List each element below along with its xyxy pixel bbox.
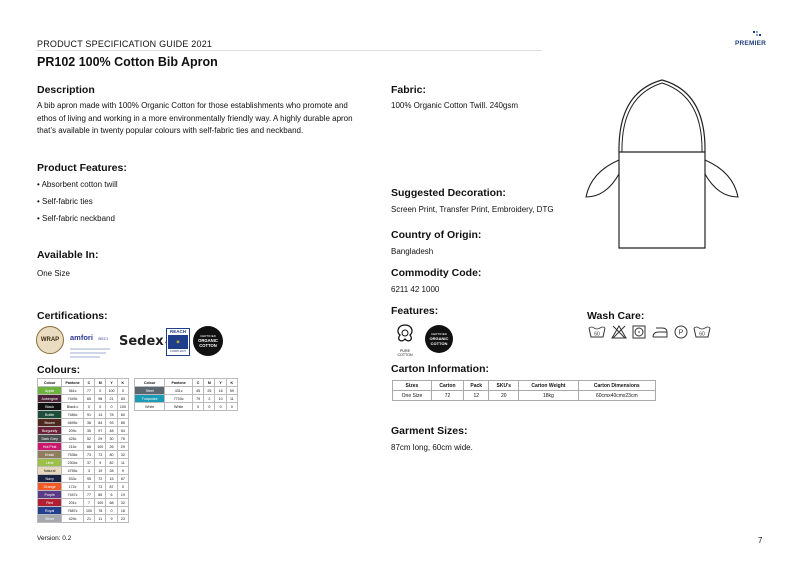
brand-name: PREMIER (735, 40, 767, 47)
colours-heading: Colours: (37, 364, 81, 376)
colour-swatch-name: Burgundy (38, 427, 62, 435)
colour-swatch-name: Black (38, 403, 62, 411)
colour-cell: 0 (106, 403, 117, 411)
garment-sizes-value: 87cm long, 60cm wide. (391, 443, 473, 452)
features-heading: Features: (391, 305, 439, 317)
fabric-heading: Fabric: (391, 84, 427, 96)
cotton-flower-icon (392, 322, 418, 344)
colour-cell: 45 (192, 387, 203, 395)
amfori-logo-text: amfori (70, 333, 93, 342)
wrap-logo (36, 326, 64, 354)
colour-table-header: Colour (38, 379, 62, 387)
dry-clean-letter: P (678, 329, 684, 337)
product-features-heading: Product Features: (37, 162, 127, 174)
colour-row (38, 403, 129, 411)
colour-cell: 361c (62, 387, 84, 395)
commodity-heading: Commodity Code: (391, 267, 482, 279)
colour-cell: 0 (226, 403, 237, 411)
colour-cell: 6 (106, 491, 117, 499)
organic-logo-line3: COTTON (199, 343, 217, 348)
certifications-heading: Certifications: (37, 310, 108, 322)
colour-cell: 93 (106, 419, 117, 427)
colour-swatch-name: Khaki (38, 451, 62, 459)
carton-header-cell: Carton (431, 381, 463, 391)
colour-cell: 0 (83, 483, 94, 491)
colour-cell: 2304c (62, 459, 84, 467)
organic-logo-line1: CERTIFIED (200, 334, 216, 338)
page-number: 7 (758, 536, 763, 545)
version-label: Version: 0.2 (37, 535, 72, 542)
colour-cell: 0 (204, 403, 215, 411)
description-text: A bib apron made with 100% Organic Cotton for those establishments who promote and ethos of living and working in a more environmentally friendly way. A highly durable apron that’s available in twenty popular colours with self-fabric ties and neckband. (37, 101, 353, 135)
colour-cell: 60 (117, 411, 128, 419)
decoration-heading: Suggested Decoration: (391, 187, 506, 199)
carton-cell: 60cmx40cmx23cm (578, 391, 655, 401)
colour-cell: 9 (106, 515, 117, 523)
colour-swatch-name: Orange (38, 483, 62, 491)
colour-cell: 78 (95, 507, 106, 515)
colour-cell: 82 (106, 459, 117, 467)
colour-table-header: M (204, 379, 215, 387)
colour-table-header: Pantone (165, 379, 193, 387)
colour-cell: 2 (204, 395, 215, 403)
available-heading: Available In: (37, 249, 99, 261)
sedex-logo-text: Sedex (119, 334, 164, 349)
colour-cell: 83 (117, 395, 128, 403)
reach-logo: REACH ✶ COMPLIANT (166, 328, 190, 356)
colour-row (135, 387, 238, 395)
wash-60-icon (693, 325, 711, 339)
colour-swatch-name: Apple (38, 387, 62, 395)
colour-table-header: K (226, 379, 237, 387)
colour-cell: 7484c (62, 411, 84, 419)
colour-row (38, 451, 129, 459)
colour-cell: 172c (62, 483, 84, 491)
feature-item: • Self-fabric ties (37, 197, 93, 206)
colour-cell: 15 (106, 475, 117, 483)
colour-cell: 97 (95, 427, 106, 435)
colour-cell: 21 (106, 395, 117, 403)
amfori-logo-sub: BSCI (98, 336, 108, 341)
colour-cell: 84 (95, 419, 106, 427)
pure-cotton-icon (392, 322, 418, 356)
colour-row (38, 491, 129, 499)
colour-row (38, 419, 129, 427)
sedex-logo (119, 332, 171, 350)
carton-header-cell: Sizes (393, 381, 432, 391)
organic-cotton-feature-icon (425, 325, 453, 353)
colour-cell: 59 (226, 387, 237, 395)
colour-cell: 29 (117, 443, 128, 451)
origin-value: Bangladesh (391, 247, 434, 256)
colour-cell: 67 (117, 475, 128, 483)
colour-cell: 7687c (62, 507, 84, 515)
colour-row (38, 395, 129, 403)
carton-cell: 12 (464, 391, 489, 401)
colour-cell: 425c (62, 435, 84, 443)
colour-cell: 21 (83, 515, 94, 523)
colour-cell: 0 (106, 507, 117, 515)
colour-cell: White (165, 403, 193, 411)
colour-swatch-name: Dark Grey (38, 435, 62, 443)
colour-swatch-name: White (135, 403, 165, 411)
colour-row (38, 483, 129, 491)
colour-cell: 429c (62, 515, 84, 523)
brand-logo (733, 31, 773, 51)
pure-cotton-line1: PURE (400, 349, 410, 353)
colour-cell: 0 (95, 387, 106, 395)
colour-table-header: C (83, 379, 94, 387)
carton-cell: 72 (431, 391, 463, 401)
reach-logo-text: REACH (169, 329, 186, 334)
colour-row (38, 443, 129, 451)
colour-cell: 72 (95, 475, 106, 483)
colour-cell: 65 (83, 395, 94, 403)
colour-cell: 73 (95, 451, 106, 459)
wrap-logo-text: WRAP (40, 337, 60, 343)
colour-cell: 100 (95, 443, 106, 451)
iron-icon (651, 325, 669, 339)
colour-cell: 7449c (62, 395, 84, 403)
commodity-value: 6211 42 1000 (391, 285, 440, 294)
colour-cell: 0 (192, 403, 203, 411)
colour-cell: 100 (95, 499, 106, 507)
colour-row (38, 515, 129, 523)
colour-cell: 87 (106, 483, 117, 491)
colour-cell: 4695c (62, 419, 84, 427)
colour-cell: 100 (83, 507, 94, 515)
colour-cell: 3 (83, 467, 94, 475)
colour-swatch-name: Aubergine (38, 395, 62, 403)
colour-cell: 79 (192, 395, 203, 403)
colour-row (38, 467, 129, 475)
colour-cell: 0 (95, 403, 106, 411)
colour-cell: 18 (117, 507, 128, 515)
organic-feature-line1: CERTIFIED (431, 332, 447, 336)
colour-cell: 215c (62, 443, 84, 451)
organic-feature-line3: COTTON (430, 341, 448, 346)
colour-cell: 209c (62, 427, 84, 435)
colour-row (38, 459, 129, 467)
colour-swatch-name: Purple (38, 491, 62, 499)
colour-swatch-name: Red (38, 499, 62, 507)
colour-cell: 4755c (62, 467, 84, 475)
colour-cell: 35 (83, 427, 94, 435)
colour-cell: 7536c (62, 451, 84, 459)
colour-cell: 48 (106, 427, 117, 435)
colour-cell: 77 (83, 491, 94, 499)
colour-cell: 10 (215, 395, 226, 403)
wash-care-heading: Wash Care: (587, 310, 645, 322)
colour-cell: 19 (95, 467, 106, 475)
colour-cell: 100 (117, 403, 128, 411)
colour-cell: 100 (106, 387, 117, 395)
tumble-dry-icon (632, 325, 646, 339)
fabric-value: 100% Organic Cotton Twill. 240gsm (391, 101, 519, 110)
wash-care-icons (588, 324, 723, 340)
amfori-logo (70, 327, 116, 353)
colour-cell: 0 (117, 387, 128, 395)
colour-cell: 0 (117, 483, 128, 491)
wash-temp: 60 (699, 331, 705, 338)
colour-cell: 52 (83, 435, 94, 443)
colour-row (38, 427, 129, 435)
colour-cell: 11 (117, 459, 128, 467)
colour-swatch-name: Turquoise (135, 395, 165, 403)
decoration-value: Screen Print, Transfer Print, Embroidery, DTG (391, 205, 554, 214)
colour-cell: 11 (226, 395, 237, 403)
colour-swatch-name: Navy (38, 475, 62, 483)
colour-table-header: Colour (135, 379, 165, 387)
colour-cell: 29 (95, 435, 106, 443)
header-divider (37, 50, 542, 51)
colour-cell: 78 (106, 411, 117, 419)
colour-cell: 37 (83, 459, 94, 467)
garment-sizes-heading: Garment Sizes: (391, 425, 468, 437)
colour-row (135, 395, 238, 403)
colour-cell: 91 (83, 411, 94, 419)
organic-cotton-logo (193, 326, 223, 356)
colour-cell: 32 (117, 499, 128, 507)
wash-60-icon (588, 325, 606, 339)
feature-item: • Self-fabric neckband (37, 214, 115, 223)
colour-cell: 66 (83, 443, 94, 451)
colour-row (38, 387, 129, 395)
colour-cell: 201c (62, 499, 84, 507)
colour-cell: 7703c (165, 395, 193, 403)
description-heading: Description (37, 84, 95, 96)
colour-cell: 0 (83, 403, 94, 411)
colours-table-1 (37, 378, 129, 523)
colour-cell: 16 (215, 387, 226, 395)
wash-temp: 60 (594, 331, 600, 338)
apron-illustration (576, 72, 746, 252)
colour-cell: 30 (106, 435, 117, 443)
colour-cell: Black c (62, 403, 84, 411)
colours-table-2 (134, 378, 238, 411)
carton-heading: Carton Information: (391, 363, 489, 375)
colour-swatch-name: Lime (38, 459, 62, 467)
colour-cell: 25 (204, 387, 215, 395)
organic-feature-line2: ORGANIC (429, 336, 449, 341)
colour-cell: 9 (117, 467, 128, 475)
colour-swatch-name: Steel (135, 387, 165, 395)
colour-cell: 36 (83, 419, 94, 427)
colour-cell: 14 (95, 411, 106, 419)
colour-cell: 54 (117, 427, 128, 435)
colour-cell: 26 (106, 443, 117, 451)
colour-cell: 32 (117, 451, 128, 459)
colour-swatch-name: Royal (38, 507, 62, 515)
colour-cell: 98 (95, 395, 106, 403)
colour-table-header: Y (106, 379, 117, 387)
carton-header-cell: Carton Dimensions (578, 381, 655, 391)
colour-swatch-name: Hot Pink (38, 443, 62, 451)
colour-cell: 28 (106, 467, 117, 475)
colour-row (38, 499, 129, 507)
dry-clean-p-icon (674, 325, 688, 339)
no-bleach-icon (611, 325, 627, 339)
colour-cell: 23 (117, 515, 128, 523)
colour-cell: 7 (83, 499, 94, 507)
colour-cell: 533c (62, 475, 84, 483)
colour-table-header: K (117, 379, 128, 387)
colour-cell: 77 (83, 387, 94, 395)
colour-swatch-name: Natural (38, 467, 62, 475)
colour-cell: 85 (117, 419, 128, 427)
carton-header-cell: Pack (464, 381, 489, 391)
reach-logo-sub: COMPLIANT (169, 349, 187, 353)
colour-cell: 7447c (62, 491, 84, 499)
colour-cell: 19 (117, 491, 128, 499)
colour-row (135, 403, 238, 411)
colour-table-header: Pantone (62, 379, 84, 387)
colour-cell: 0 (215, 403, 226, 411)
guide-title: PRODUCT SPECIFICATION GUIDE 2021 (37, 39, 213, 49)
colour-cell: 85 (95, 491, 106, 499)
carton-header-cell: SKU's (489, 381, 519, 391)
colour-cell: 9 (95, 459, 106, 467)
carton-header-cell: Carton Weight (519, 381, 578, 391)
colour-cell: 73 (83, 451, 94, 459)
carton-cell: 18kg (519, 391, 578, 401)
carton-cell: 20 (489, 391, 519, 401)
colour-cell: 431c (165, 387, 193, 395)
colour-swatch-name: Bottle (38, 411, 62, 419)
colour-cell: 11 (95, 515, 106, 523)
colour-row (38, 475, 129, 483)
feature-item: • Absorbent cotton twill (37, 180, 118, 189)
colour-table-header: Y (215, 379, 226, 387)
carton-cell: One Size (393, 391, 432, 401)
colour-cell: 80 (106, 451, 117, 459)
colour-row (38, 435, 129, 443)
colour-table-header: C (192, 379, 203, 387)
colour-row (38, 411, 129, 419)
colour-cell: 95 (83, 475, 94, 483)
available-value: One Size (37, 269, 70, 278)
pure-cotton-line2: COTTON (397, 353, 413, 357)
colour-cell: 73 (95, 483, 106, 491)
origin-heading: Country of Origin: (391, 229, 482, 241)
colour-swatch-name: Brown (38, 419, 62, 427)
colour-swatch-name: Silver (38, 515, 62, 523)
colour-row (38, 507, 129, 515)
carton-table (392, 380, 656, 401)
colour-cell: 68 (106, 499, 117, 507)
organic-logo-line2: ORGANIC (198, 338, 218, 343)
colour-cell: 76 (117, 435, 128, 443)
page-title: PR102 100% Cotton Bib Apron (37, 55, 218, 69)
colour-table-header: M (95, 379, 106, 387)
